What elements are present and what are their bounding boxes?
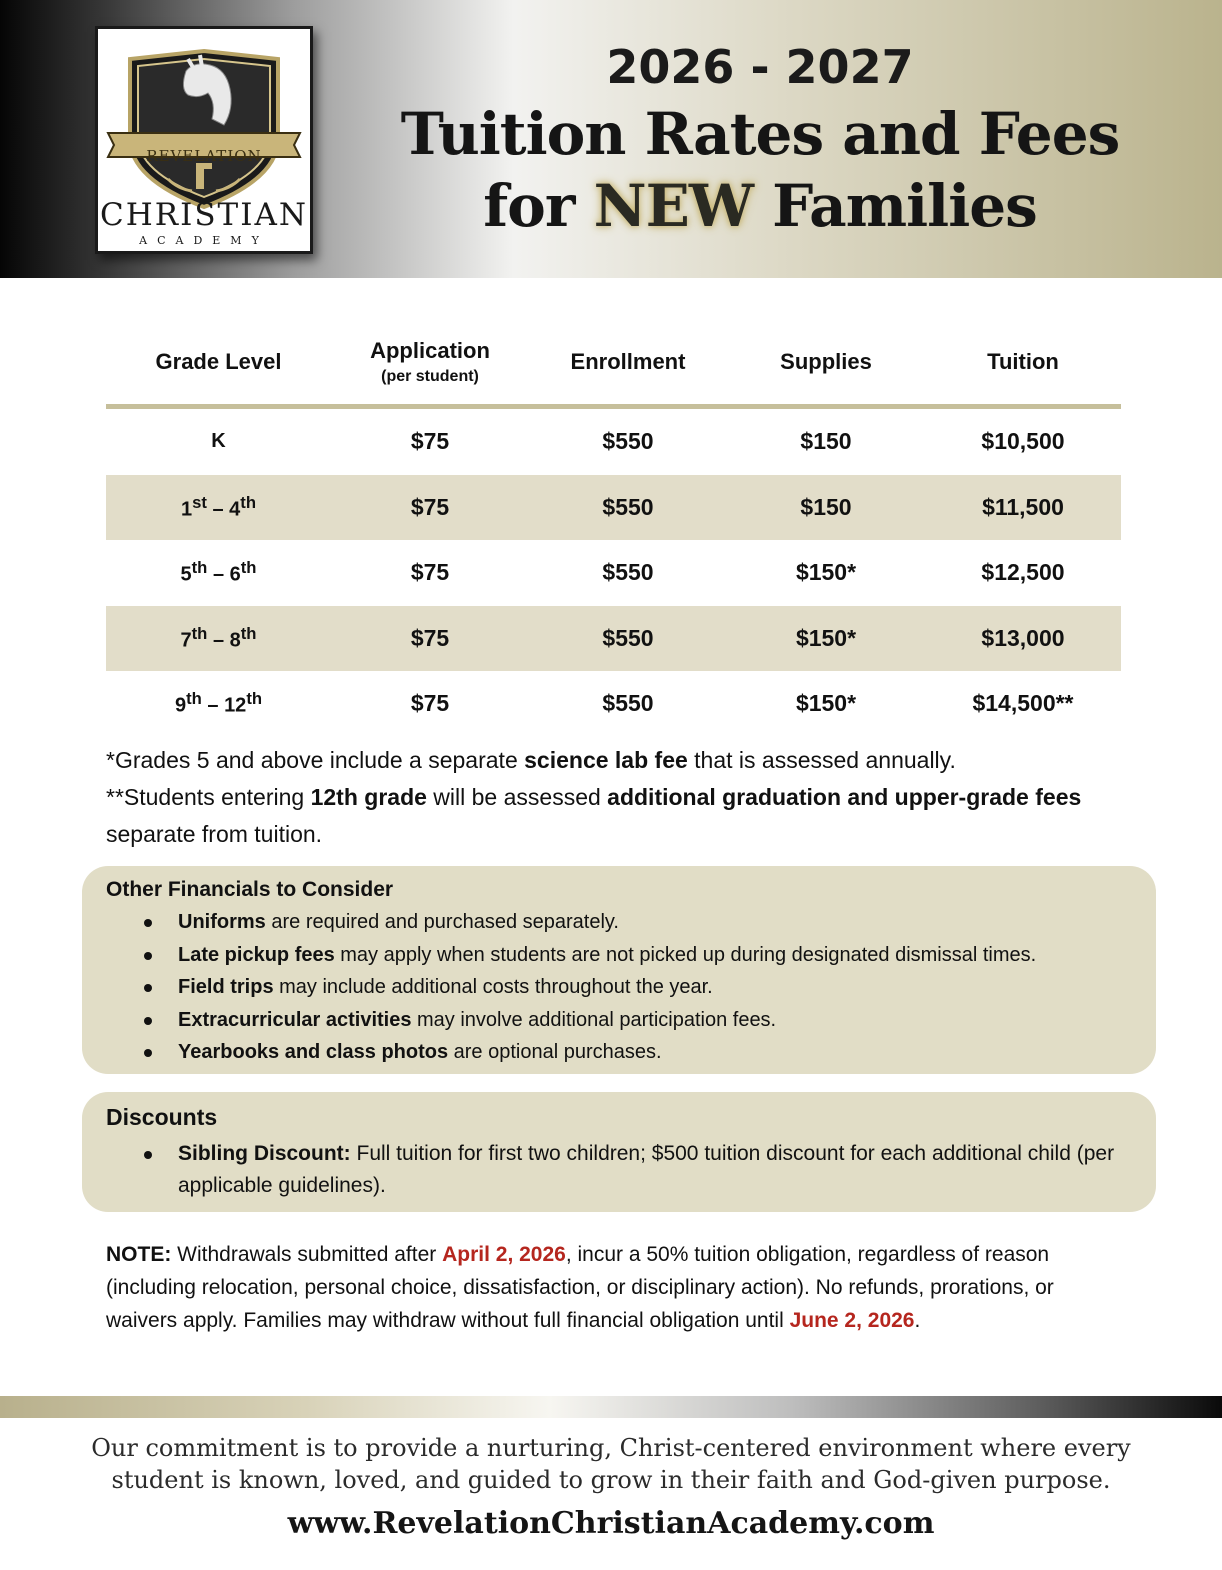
list-item (106, 906, 1154, 939)
grade-start-suffix: th (186, 689, 202, 709)
page-subtitle (380, 172, 1140, 240)
grade-end-suffix: th (240, 492, 257, 512)
page-title: Tuition Rates and Fees (400, 100, 1120, 168)
footnote-text: separate from tuition. (106, 821, 323, 847)
grade-start-suffix: th (191, 623, 208, 643)
footnote-bold: science lab fee (524, 747, 688, 773)
website-link[interactable]: www.RevelationChristianAcademy.com (287, 1506, 935, 1541)
table-row (106, 475, 1121, 541)
commitment-statement (40, 1432, 1182, 1496)
cell-enrollment: $550 (602, 690, 654, 717)
grade-end: 8 (229, 629, 241, 652)
header-tuition: Tuition (987, 349, 1059, 374)
discounts-heading: Discounts (106, 1104, 218, 1130)
discounts-panel (82, 1092, 1156, 1212)
grade-start-suffix: st (192, 492, 207, 512)
list-item (106, 1036, 1154, 1069)
grade-dash: – (212, 498, 224, 521)
cell-grade (106, 606, 331, 672)
grade-start: K (211, 430, 226, 453)
note-text: , incur a 50% tuition obligation, regardless of reason (including relocation, personal choice, dissatisfaction, or disciplinary action). No refunds, prorations, or waivers apply. Families may withdraw without full financial obligation until (106, 1243, 1054, 1332)
item-text: Full tuition for first two children; $500 tuition discount for each additional child (per applicable guidelines). (178, 1142, 1115, 1197)
subtitle-pre: for (483, 172, 575, 240)
withdrawal-note (106, 1238, 1116, 1337)
note-label: NOTE: (106, 1243, 172, 1266)
cell-supplies: $150 (800, 428, 852, 455)
footnote-bold: 12th grade (310, 784, 427, 810)
item-bold: Uniforms (178, 911, 266, 933)
footnote-text: that is assessed annually. (687, 747, 956, 773)
discounts-list (106, 1138, 1116, 1202)
note-date: June 2, 2026 (789, 1309, 915, 1332)
logo-banner-text: REVELATION (146, 147, 262, 165)
bullet-icon (144, 984, 152, 992)
footnote-text: **Students entering (106, 784, 311, 810)
tuition-rates-table (106, 320, 1121, 737)
header-application (331, 320, 529, 407)
cell-grade (106, 540, 331, 606)
list-item (106, 971, 1154, 1004)
grade-dash: – (212, 629, 225, 652)
grade-end: 4 (229, 498, 241, 521)
header-grade-level: Grade Level (155, 349, 282, 374)
footer-divider (0, 1396, 1222, 1418)
cell-application: $75 (410, 559, 450, 586)
cell-supplies: $150* (795, 559, 857, 586)
other-financials-list (106, 906, 1154, 1069)
cell-enrollment: $550 (529, 606, 727, 672)
table-row (106, 671, 1121, 737)
note-date: April 2, 2026 (442, 1243, 566, 1266)
header-application-sub: (per student) (381, 368, 479, 385)
subtitle-post: Families (772, 172, 1037, 240)
grade-dash: – (212, 564, 225, 587)
cell-supplies: $150 (727, 475, 925, 541)
cell-grade (106, 407, 331, 475)
grade-start: 5 (180, 564, 192, 587)
bullet-icon (144, 952, 152, 960)
grade-dash: – (207, 695, 219, 718)
grade-start: 1 (180, 498, 193, 521)
bullet-icon (144, 1151, 152, 1159)
other-financials-heading: Other Financials to Consider (106, 878, 394, 901)
table-row (106, 606, 1121, 672)
item-bold: Sibling Discount: (178, 1142, 351, 1165)
footnote-bold: additional graduation and upper-grade fees (607, 784, 1082, 810)
grade-start: 9 (174, 695, 187, 718)
bullet-icon (144, 1017, 152, 1025)
item-text: are optional purchases. (448, 1041, 662, 1063)
footnote-graduation (106, 779, 1096, 853)
footnotes (106, 742, 1096, 853)
subtitle-highlight: NEW (593, 172, 753, 240)
cell-enrollment: $550 (602, 428, 654, 455)
note-text: . (914, 1309, 921, 1332)
title-year: 2026 - 2027 (606, 40, 914, 94)
cell-application: $75 (331, 606, 529, 672)
cell-tuition: $11,500 (925, 475, 1121, 541)
cell-tuition: $13,000 (925, 606, 1121, 672)
grade-end: 6 (229, 564, 241, 587)
item-text: may involve additional participation fees. (411, 1008, 777, 1031)
commitment-line: Our commitment is to provide a nurturing, Christ-centered environment where every (91, 1434, 1131, 1462)
grade-end: 12 (224, 695, 247, 718)
grade-end-suffix: th (246, 689, 263, 709)
header-banner (0, 0, 1222, 278)
logo-subtitle: ACADEMY (139, 234, 269, 247)
school-logo (95, 26, 313, 254)
list-item (106, 939, 1154, 972)
header-enrollment: Enrollment (570, 349, 686, 374)
note-text: Withdrawals submitted after (171, 1243, 443, 1266)
grade-end-suffix: th (240, 623, 257, 643)
header-supplies: Supplies (780, 349, 872, 374)
header-application-label: Application (370, 338, 490, 363)
table-row (106, 540, 1121, 606)
item-bold: Yearbooks and class photos (178, 1041, 449, 1063)
cell-application: $75 (331, 475, 529, 541)
footnote-science-lab (106, 742, 1096, 779)
grade-end-suffix: th (240, 558, 257, 578)
table-row (106, 407, 1121, 475)
item-text: are required and purchased separately. (265, 911, 619, 933)
grade-start: 7 (180, 629, 192, 652)
cell-enrollment: $550 (529, 475, 727, 541)
footnote-text: will be assessed (426, 784, 608, 810)
cell-tuition: $12,500 (981, 559, 1065, 586)
grade-start-suffix: th (191, 558, 208, 578)
cell-supplies: $150* (727, 606, 925, 672)
bullet-icon (144, 1049, 152, 1057)
bullet-icon (144, 919, 152, 927)
cell-application: $75 (410, 690, 450, 717)
list-item (106, 1004, 1154, 1037)
item-bold: Extracurricular activities (178, 1008, 412, 1031)
commitment-line: student is known, loved, and guided to grow in their faith and God-given purpose. (111, 1466, 1111, 1494)
table-header-row (106, 320, 1121, 407)
item-text: may include additional costs throughout the year. (273, 976, 713, 998)
cell-application: $75 (410, 428, 450, 455)
item-text: may apply when students are not picked up during designated dismissal times. (334, 943, 1037, 966)
item-bold: Field trips (178, 976, 274, 998)
cell-grade (106, 475, 331, 541)
cell-grade (106, 671, 331, 737)
logo-name: CHRISTIAN (99, 197, 308, 233)
list-item (106, 1138, 1116, 1202)
other-financials-panel (82, 866, 1156, 1074)
cell-supplies: $150* (795, 690, 857, 717)
footnote-text: *Grades 5 and above include a separate (106, 747, 525, 773)
cell-tuition: $14,500** (972, 690, 1074, 717)
cell-enrollment: $550 (602, 559, 654, 586)
item-bold: Late pickup fees (178, 943, 335, 966)
cell-tuition: $10,500 (981, 428, 1065, 455)
